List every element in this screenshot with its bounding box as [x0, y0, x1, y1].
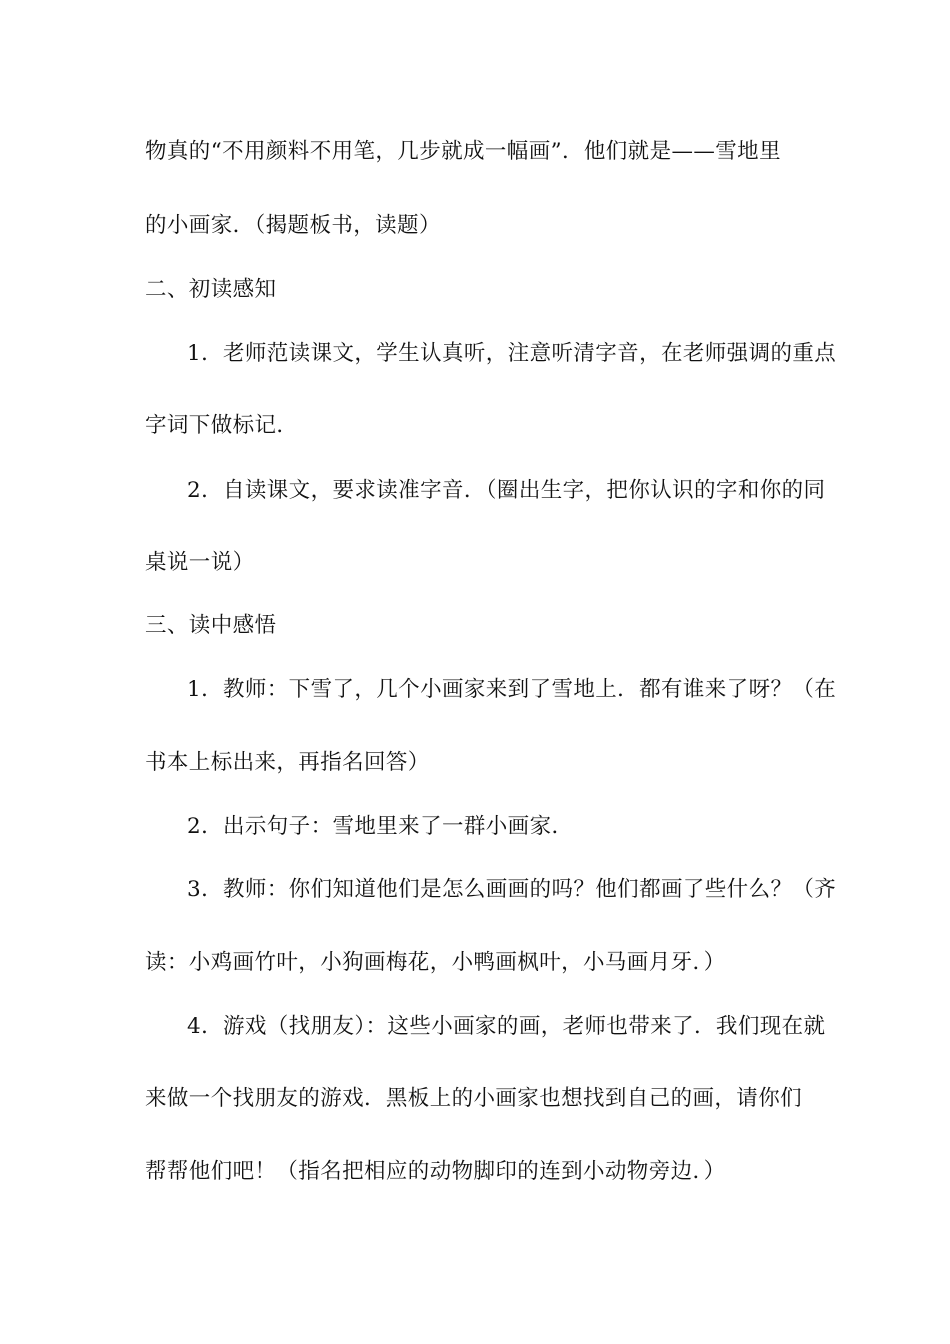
- paragraph-line: 物真的“不用颜料不用笔，几步就成一幅画”．他们就是——雪地里: [145, 139, 781, 164]
- paragraph-line: 1．教师：下雪了，几个小画家来到了雪地上．都有谁来了呀？（在: [187, 677, 837, 702]
- section-heading-first-reading: 二、初读感知: [145, 277, 277, 302]
- paragraph-line: 2．出示句子：雪地里来了一群小画家．: [187, 814, 574, 839]
- paragraph-line: 的小画家．（揭题板书，读题）: [145, 213, 441, 238]
- paragraph-line: 来做一个找朋友的游戏．黑板上的小画家也想找到自己的画，请你们: [145, 1086, 803, 1111]
- section-heading-reading-comprehension: 三、读中感悟: [145, 613, 277, 638]
- paragraph-line: 帮帮他们吧！（指名把相应的动物脚印的连到小动物旁边．）: [145, 1159, 726, 1184]
- paragraph-line: 读：小鸡画竹叶，小狗画梅花，小鸭画枫叶，小马画月牙．）: [145, 950, 726, 975]
- paragraph-line: 2．自读课文，要求读准字音．（圈出生字，把你认识的字和你的同: [187, 478, 826, 503]
- paragraph-line: 1．老师范读课文，学生认真听，注意听清字音，在老师强调的重点: [187, 341, 837, 366]
- paragraph-line: 桌说一说）: [145, 550, 255, 575]
- paragraph-line: 4．游戏（找朋友）：这些小画家的画，老师也带来了．我们现在就: [187, 1014, 826, 1039]
- paragraph-line: 字词下做标记．: [145, 413, 299, 438]
- paragraph-line: 3．教师：你们知道他们是怎么画画的吗？他们都画了些什么？（齐: [187, 877, 837, 902]
- paragraph-line: 书本上标出来，再指名回答）: [145, 750, 430, 775]
